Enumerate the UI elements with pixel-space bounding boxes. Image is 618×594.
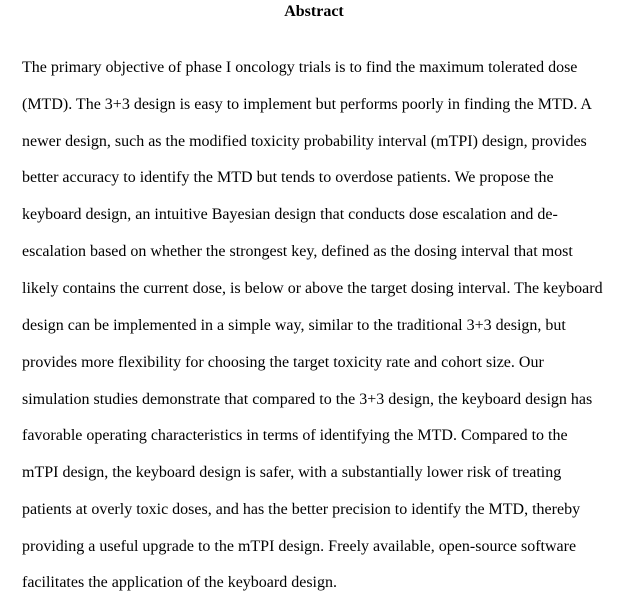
abstract-line: design can be implemented in a simple way, similar to the traditional 3+3 design, but — [22, 317, 566, 334]
abstract-line: facilitates the application of the keyboard design. — [22, 574, 337, 591]
abstract-line: mTPI design, the keyboard design is safer, with a substantially lower risk of treating — [22, 464, 562, 481]
abstract-line: The primary objective of phase I oncology trials is to find the maximum tolerated dose — [22, 59, 578, 76]
abstract-heading: Abstract — [284, 3, 344, 20]
abstract-line: escalation based on whether the strongest key, defined as the dosing interval that most — [22, 243, 573, 260]
abstract-line: favorable operating characteristics in terms of identifying the MTD. Compared to the — [22, 427, 568, 444]
abstract-line: provides more flexibility for choosing the target toxicity rate and cohort size. Our — [22, 354, 544, 371]
abstract-line: (MTD). The 3+3 design is easy to implement but performs poorly in finding the MTD. A — [22, 96, 592, 113]
abstract-line: providing a useful upgrade to the mTPI design. Freely available, open-source software — [22, 538, 577, 555]
abstract-line: simulation studies demonstrate that compared to the 3+3 design, the keyboard design has — [22, 391, 593, 408]
abstract-line: keyboard design, an intuitive Bayesian design that conducts dose escalation and de- — [22, 206, 558, 223]
abstract-line: patients at overly toxic doses, and has the better precision to identify the MTD, thereby — [22, 501, 581, 518]
abstract-line: better accuracy to identify the MTD but tends to overdose patients. We propose the — [22, 169, 554, 186]
abstract-line: likely contains the current dose, is below or above the target dosing interval. The keyboard — [22, 280, 603, 297]
abstract-line: newer design, such as the modified toxicity probability interval (mTPI) design, provides — [22, 133, 587, 150]
